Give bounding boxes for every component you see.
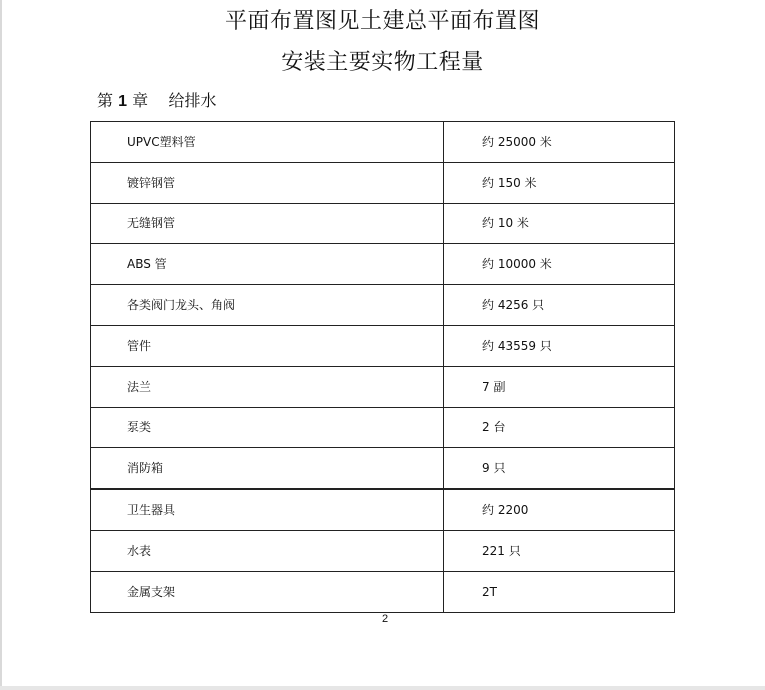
quantity-cell: 2 台 bbox=[444, 407, 675, 448]
table-row bbox=[91, 122, 675, 163]
page-bottom-edge bbox=[0, 686, 765, 690]
table-row bbox=[91, 448, 675, 489]
quantity-cell: 约 43559 只 bbox=[444, 325, 675, 366]
table-row bbox=[91, 366, 675, 407]
document-title: 平面布置图见土建总平面布置图 bbox=[224, 9, 540, 34]
chapter-heading bbox=[97, 90, 216, 113]
item-name-cell: 消防箱 bbox=[91, 448, 444, 489]
quantity-cell: 2T bbox=[444, 571, 675, 612]
item-name-cell: 管件 bbox=[91, 325, 444, 366]
item-name-cell: ABS 管 bbox=[91, 244, 444, 285]
table-row bbox=[91, 162, 675, 203]
chapter-prefix: 第 bbox=[97, 91, 114, 110]
quantity-cell: 约 25000 米 bbox=[444, 122, 675, 163]
quantity-cell: 7 副 bbox=[444, 366, 675, 407]
table-row bbox=[91, 530, 675, 571]
table-row bbox=[91, 325, 675, 366]
table-row bbox=[91, 407, 675, 448]
quantity-cell: 约 4256 只 bbox=[444, 285, 675, 326]
item-name-cell: 金属支架 bbox=[91, 571, 444, 612]
quantity-cell: 约 10000 米 bbox=[444, 244, 675, 285]
quantity-cell: 约 150 米 bbox=[444, 162, 675, 203]
item-name-cell: 卫生器具 bbox=[91, 489, 444, 530]
table-row bbox=[91, 571, 675, 612]
quantity-cell: 221 只 bbox=[444, 530, 675, 571]
table-row bbox=[91, 285, 675, 326]
item-name-cell: 法兰 bbox=[91, 366, 444, 407]
table-row bbox=[91, 489, 675, 530]
quantities-table bbox=[90, 121, 675, 613]
chapter-number: 1 bbox=[118, 93, 128, 110]
quantity-cell: 9 只 bbox=[444, 448, 675, 489]
quantity-cell: 约 10 米 bbox=[444, 203, 675, 244]
table-row bbox=[91, 203, 675, 244]
item-name-cell: 泵类 bbox=[91, 407, 444, 448]
item-name-cell: 各类阀门龙头、角阀 bbox=[91, 285, 444, 326]
chapter-title: 章 给排水 bbox=[132, 91, 217, 110]
item-name-cell: 水表 bbox=[91, 530, 444, 571]
item-name-cell: UPVC塑料管 bbox=[91, 122, 444, 163]
quantity-cell: 约 2200 bbox=[444, 489, 675, 530]
page-number: 2 bbox=[381, 613, 389, 625]
item-name-cell: 无缝钢管 bbox=[91, 203, 444, 244]
item-name-cell: 镀锌钢管 bbox=[91, 162, 444, 203]
table-row bbox=[91, 244, 675, 285]
page-edge bbox=[0, 0, 2, 690]
document-subtitle: 安装主要实物工程量 bbox=[281, 50, 484, 75]
